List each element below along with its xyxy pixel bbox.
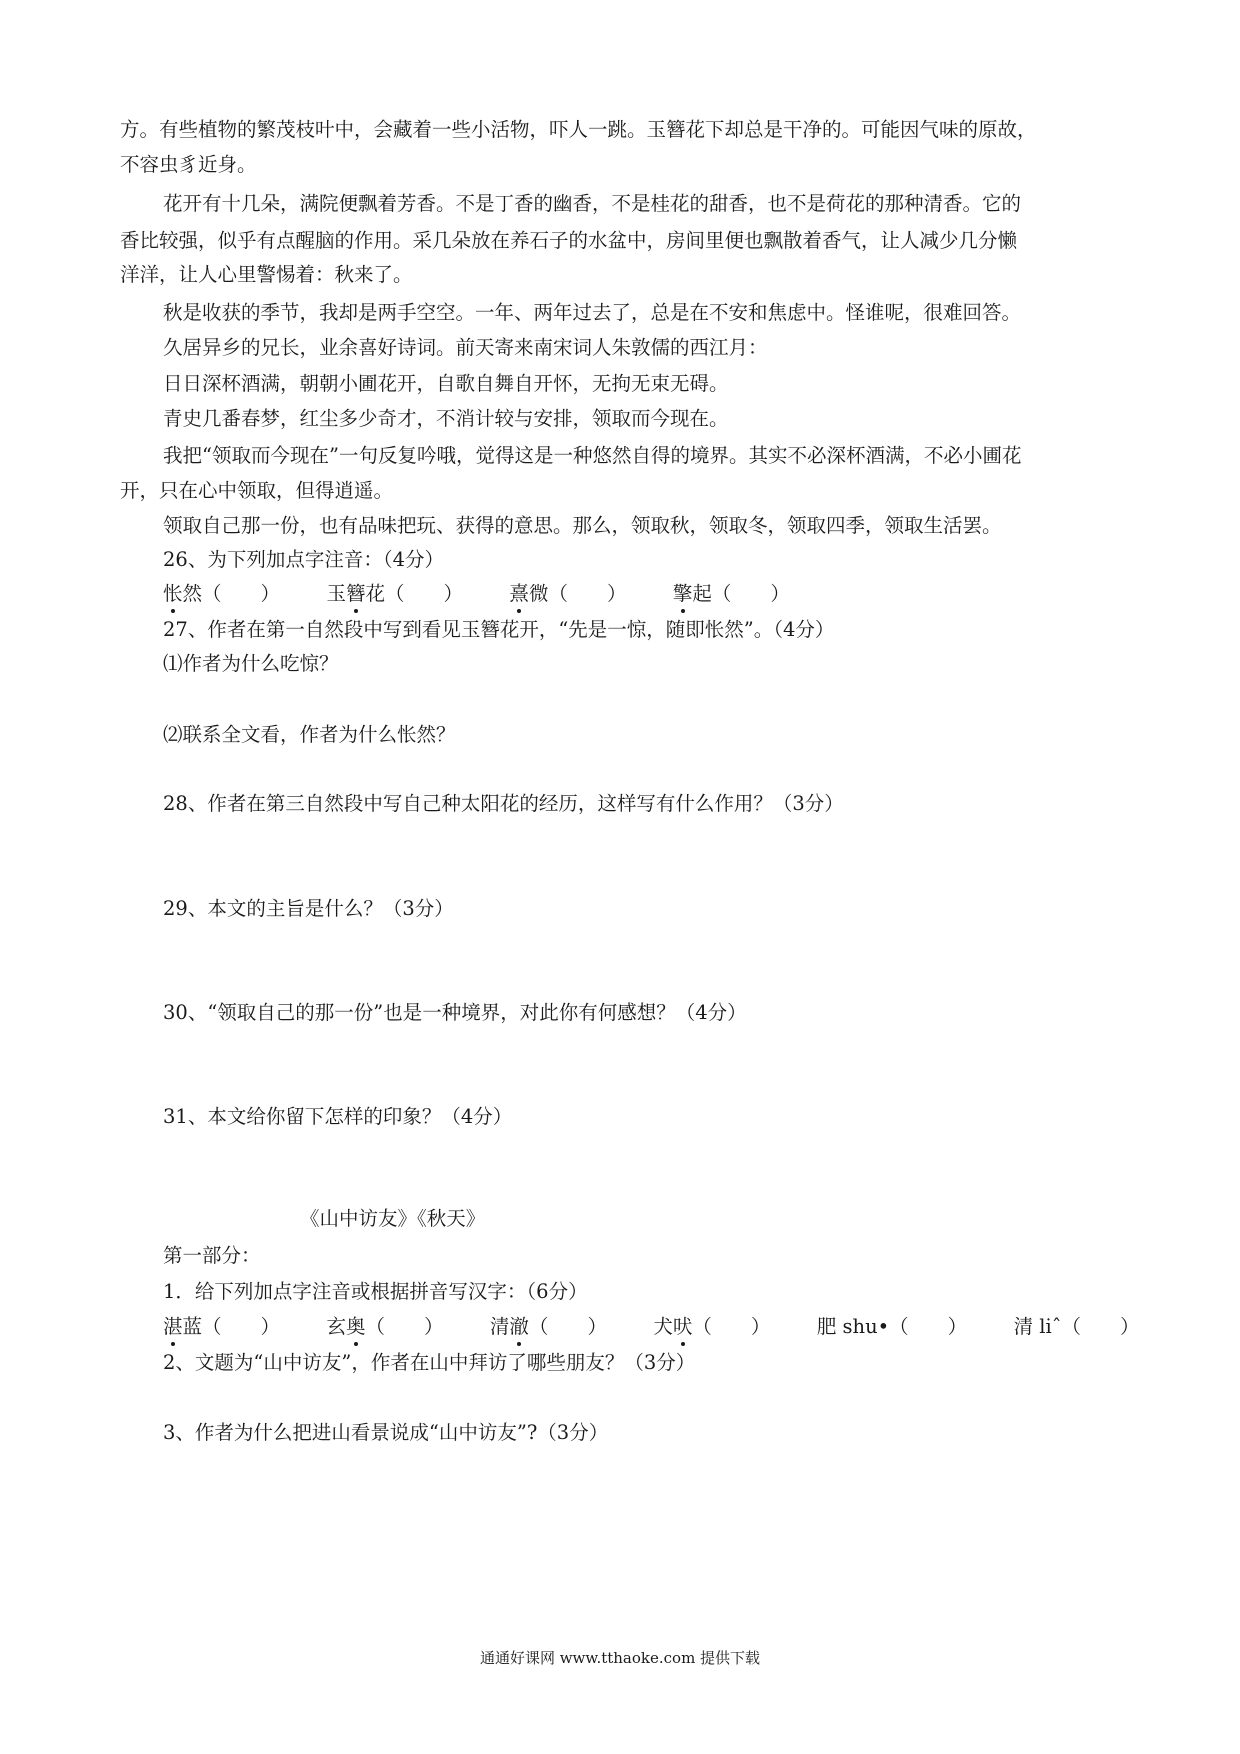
part-heading: 第一部分： — [163, 1244, 261, 1267]
passage-line: 洋洋，让人心里警惕着：秋来了。 — [120, 263, 413, 286]
answer-blank[interactable]: （ ） — [528, 1315, 607, 1338]
poem-line: 青史几番春梦，红尘多少奇才，不消计较与安排，领取而今现在。 — [163, 407, 729, 430]
passage-line: 久居异乡的兄长，业余喜好诗词。前天寄来南宋词人朱敦儒的西江月： — [163, 336, 768, 359]
question-27: 27、作者在第一自然段中写到看见玉簪花开，“先是一惊，随即怅然”。（4分） — [163, 618, 835, 641]
passage-line: 花开有十几朵，满院便飘着芳香。不是丁香的幽香，不是桂花的甜香，也不是荷花的那种清香。它的 — [163, 192, 1022, 215]
dotted-char: 湛 — [163, 1315, 183, 1338]
question-26-items: 怅然（ ） 玉簪花（ ） 熹微（ ） 擎起（ ） — [163, 582, 790, 605]
passage-line: 领取自己那一份，也有品味把玩、获得的意思。那么，领取秋，领取冬，领取四季，领取生活罢。 — [163, 514, 1002, 537]
passage-line: 不容虫豸近身。 — [120, 153, 257, 176]
answer-blank[interactable]: （ ） — [385, 582, 464, 605]
question-31: 31、本文给你留下怎样的印象？（4分） — [163, 1105, 513, 1128]
question-1: 1．给下列加点字注音或根据拼音写汉字：（6分） — [163, 1280, 588, 1303]
dotted-char: 吠 — [672, 1315, 693, 1338]
question-27-sub2: ⑵联系全文看，作者为什么怅然？ — [163, 723, 456, 746]
question-27-sub1: ⑴作者为什么吃惊？ — [163, 652, 339, 675]
question-28: 28、作者在第三自然段中写自己种太阳花的经历，这样写有什么作用？（3分） — [163, 792, 844, 815]
answer-blank[interactable]: （ ） — [889, 1315, 968, 1338]
dotted-char: 簪 — [345, 582, 366, 605]
dotted-char: 怅 — [163, 582, 183, 605]
passage-line: 开，只在心中领取，但得逍遥。 — [120, 479, 394, 502]
passage-line: 我把“领取而今现在”一句反复吟哦，觉得这是一种悠然自得的境界。其实不必深杯酒满，不必小圃花 — [163, 444, 1022, 467]
question-30: 30、“领取自己的那一份”也是一种境界，对此你有何感想？（4分） — [163, 1001, 747, 1024]
passage-line: 秋是收获的季节，我却是两手空空。一年、两年过去了，总是在不安和焦虑中。怪谁呢，很难回答。 — [163, 301, 1022, 324]
dotted-char: 奥 — [345, 1315, 366, 1338]
question-1-items: 湛蓝（ ） 玄奥（ ） 清澈（ ） 犬吠（ ） 肥 shu•（ ） 清 liˆ（ ） — [163, 1315, 1140, 1338]
answer-blank[interactable]: （ ） — [692, 1315, 771, 1338]
question-29: 29、本文的主旨是什么？（3分） — [163, 897, 454, 920]
passage-line: 香比较强，似乎有点醒脑的作用。采几朵放在养石子的水盆中，房间里便也飘散着香气，让人减少几分懒 — [120, 229, 1018, 252]
answer-blank[interactable]: （ ） — [365, 1315, 444, 1338]
answer-blank[interactable]: （ ） — [548, 582, 627, 605]
footer-credit: 通通好课网 www.tthaoke.com 提供下载 — [479, 1649, 761, 1667]
poem-line: 日日深杯酒满，朝朝小圃花开，自歌自舞自开怀，无拘无束无碍。 — [163, 372, 729, 395]
question-2: 2、文题为“山中访友”，作者在山中拜访了哪些朋友？（3分） — [163, 1351, 696, 1374]
question-26: 26、为下列加点字注音：（4分） — [163, 548, 444, 571]
answer-blank[interactable]: （ ） — [711, 582, 790, 605]
passage-line: 方。有些植物的繁茂枝叶中，会藏着一些小活物，吓人一跳。玉簪花下却总是干净的。可能因气味的原故， — [120, 118, 1037, 141]
dotted-char: 擎 — [672, 582, 693, 605]
dotted-char: 熹 — [509, 582, 529, 605]
dotted-char: 澈 — [509, 1315, 529, 1338]
answer-blank[interactable]: （ ） — [1061, 1315, 1140, 1338]
section-title: 《山中访友》《秋天》 — [300, 1207, 486, 1230]
answer-blank[interactable]: （ ） — [202, 582, 281, 605]
question-3: 3、作者为什么把进山看景说成“山中访友”?（3分） — [163, 1421, 609, 1444]
answer-blank[interactable]: （ ） — [202, 1315, 281, 1338]
